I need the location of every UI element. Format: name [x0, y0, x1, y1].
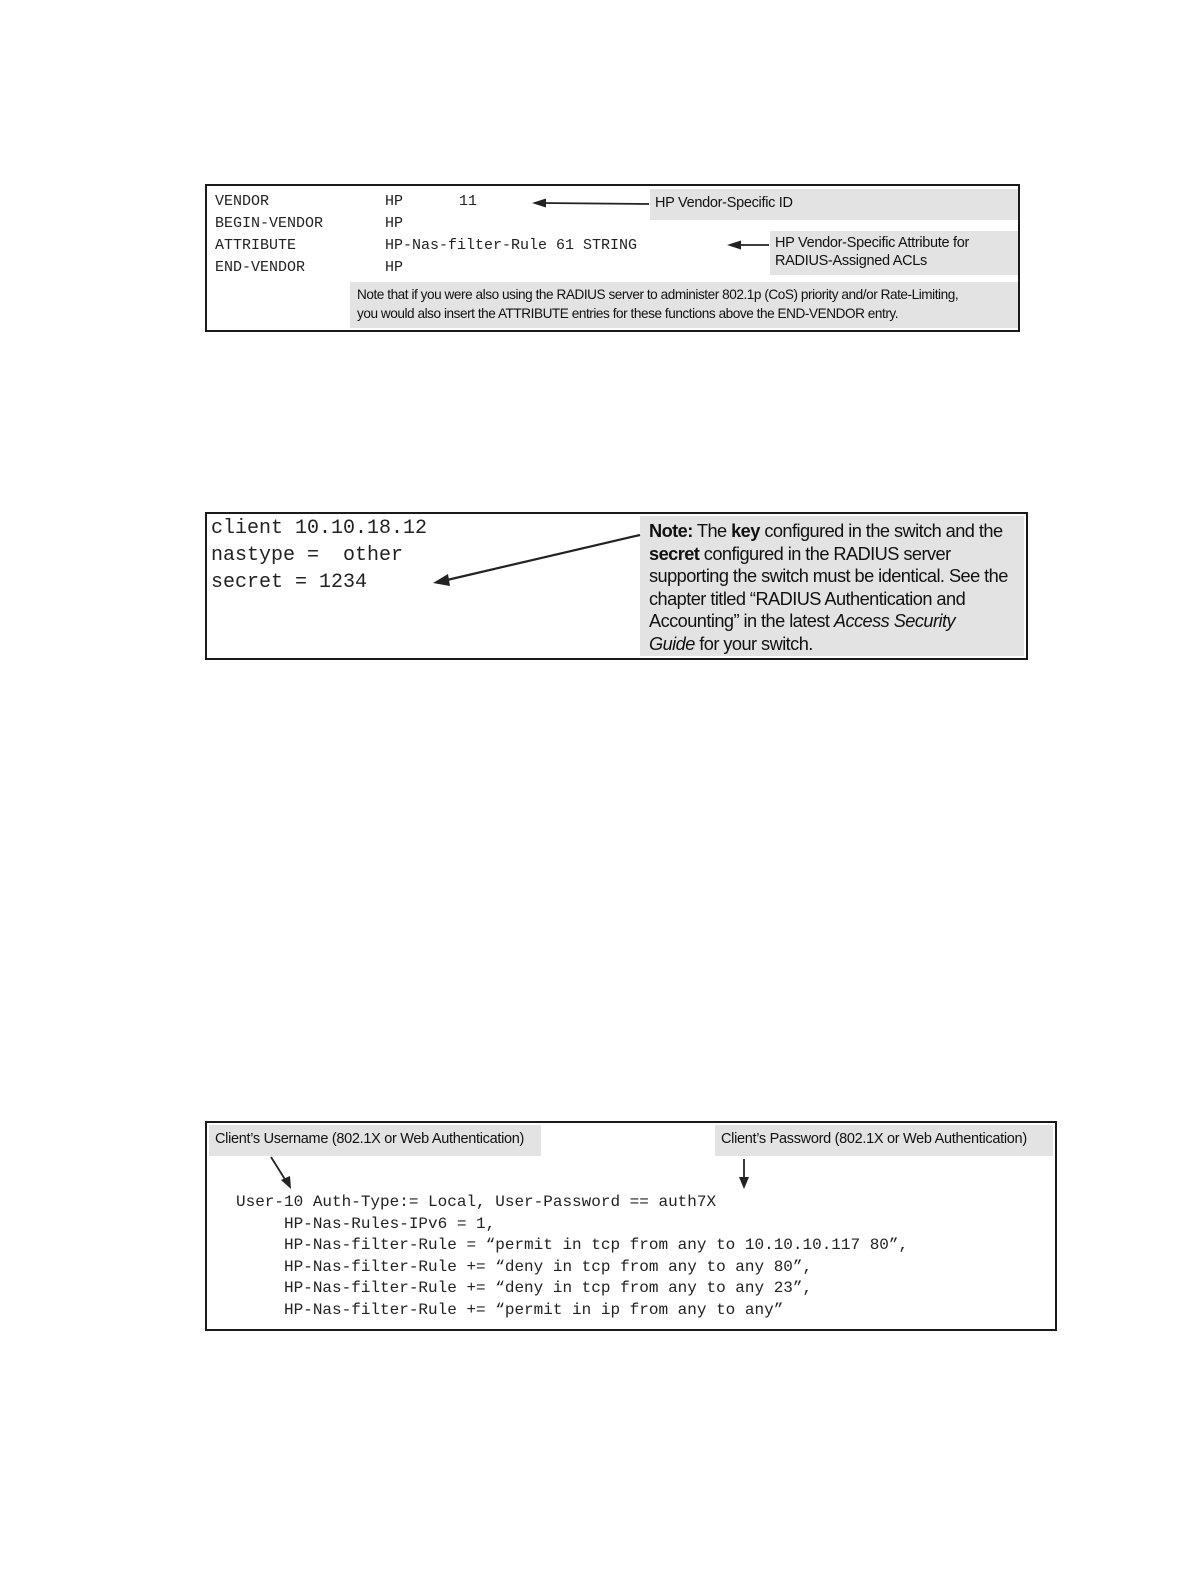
figure1-arrows	[207, 186, 1022, 334]
username-arrow-head	[281, 1176, 291, 1189]
dict-key-begin-vendor: BEGIN-VENDOR	[215, 215, 324, 232]
note-text: Accounting” in the latest	[649, 611, 834, 631]
dict-key-attribute: ATTRIBUTE	[215, 237, 297, 254]
dict-val-begin-vendor: HP	[385, 215, 404, 232]
secret-arrow-line	[447, 535, 640, 580]
clients-conf-figure	[205, 512, 1028, 660]
client-address-line: client 10.10.18.12	[211, 517, 428, 540]
secret-line: secret = 1234	[211, 571, 368, 594]
vendor-attribute-callout-line2: RADIUS-Assigned ACLs	[775, 253, 927, 269]
password-callout-text: Client’s Password (802.1X or Web Authentication)	[721, 1131, 1027, 1147]
note-text: chapter titled “RADIUS Authentication and	[649, 588, 966, 609]
vendor-id-callout-text: HP Vendor-Specific ID	[655, 195, 793, 211]
note-text: configured in the switch and the	[759, 521, 1003, 541]
vendor-attribute-callout-line1: HP Vendor-Specific Attribute for	[775, 235, 970, 251]
note-key-term: key	[731, 521, 760, 541]
note-text: The	[692, 521, 732, 541]
dict-val-attribute: HP-Nas-filter-Rule 61 STRING	[385, 237, 638, 254]
cos-rate-limit-note-line2: you would also insert the ATTRIBUTE entries for these functions above the END-VENDOR entry.	[357, 305, 899, 321]
filter-rule-line: HP-Nas-filter-Rule = “permit in tcp from any to 10.10.10.117 80”,	[236, 1236, 909, 1255]
filter-rule-line: HP-Nas-filter-Rule += “deny in tcp from any to any 80”,	[236, 1257, 813, 1276]
guide-title: Guide	[649, 633, 695, 654]
vendor-dictionary-figure	[205, 184, 1020, 332]
password-arrow-head	[739, 1177, 749, 1189]
guide-title: Access Security	[833, 611, 955, 631]
user-entry-line: User-10 Auth-Type:= Local, User-Password == auth7X	[236, 1193, 717, 1211]
secret-arrow-head	[433, 574, 450, 586]
dict-val-vendor: HP	[385, 193, 404, 210]
dict-val-end-vendor: HP	[385, 259, 404, 276]
dict-key-vendor: VENDOR	[215, 193, 270, 210]
note-text: for your switch.	[694, 633, 813, 654]
filter-rule-line: HP-Nas-filter-Rule += “permit in ip from any to any”	[236, 1301, 784, 1319]
figure2-arrows	[207, 514, 1030, 662]
nastype-line: nastype = other	[211, 544, 404, 567]
note-secret-term: secret	[649, 543, 700, 564]
dict-key-end-vendor: END-VENDOR	[215, 259, 306, 276]
filter-rule-line: HP-Nas-filter-Rule += “deny in tcp from any to any 23”,	[236, 1279, 813, 1298]
dict-vendor-id: 11	[459, 193, 478, 210]
ipv6-rules-line: HP-Nas-Rules-IPv6 = 1,	[236, 1214, 496, 1233]
vendor-id-arrow-line	[542, 203, 649, 204]
vendor-attribute-arrow-head	[727, 241, 741, 250]
vendor-id-arrow-head	[532, 199, 546, 208]
note-text: supporting the switch must be identical. See the	[649, 566, 1008, 586]
note-text: configured in the RADIUS server	[699, 543, 951, 564]
username-arrow-line	[271, 1157, 286, 1181]
users-file-figure	[205, 1121, 1057, 1331]
username-callout-text: Client’s Username (802.1X or Web Authentication)	[215, 1131, 525, 1147]
cos-rate-limit-note-line1: Note that if you were also using the RADIUS server to administer 802.1p (CoS) priority and/or Rate-Limiting,	[357, 287, 959, 302]
note-label: Note:	[649, 521, 693, 541]
